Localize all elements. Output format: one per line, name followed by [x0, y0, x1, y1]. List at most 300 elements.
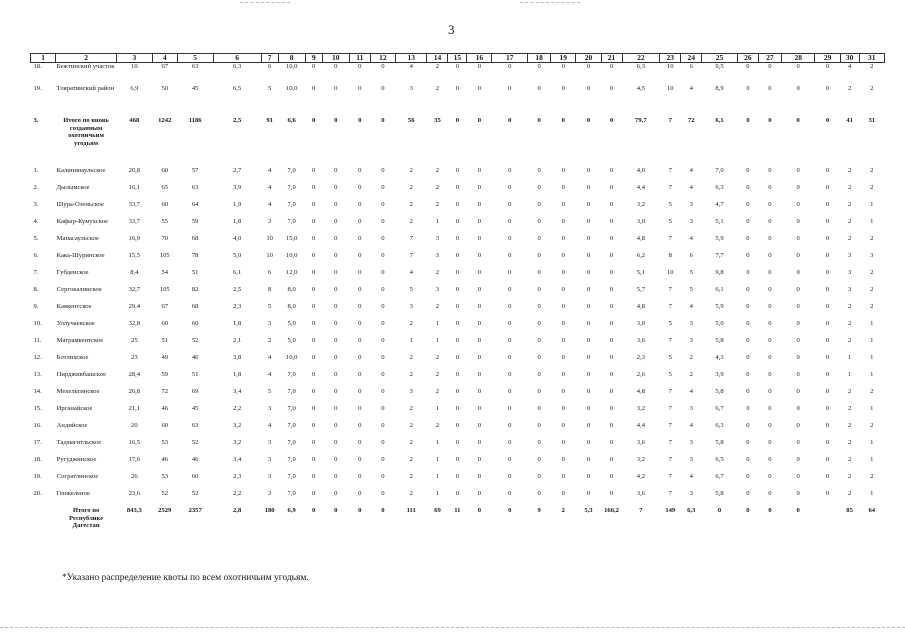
table-cell: 0 — [768, 235, 772, 242]
table-cell: 0 — [561, 201, 565, 208]
table-cell: 0 — [358, 269, 362, 276]
table-cell: 2 — [870, 63, 874, 70]
table-cell: 5 — [668, 371, 672, 378]
table-cell: 6,3 — [715, 184, 724, 191]
table-cell: 0 — [796, 371, 800, 378]
table-cell: 41 — [846, 117, 853, 124]
table-cell: 6,9 — [287, 507, 296, 514]
table-cell: 0 — [796, 354, 800, 361]
row-index: 19. — [33, 473, 42, 480]
table-cell: 4 — [267, 201, 272, 208]
table-cell: 0 — [312, 286, 316, 293]
table-cell: 0 — [455, 201, 459, 208]
table-cell: 0 — [358, 184, 362, 191]
row-index: 12. — [33, 354, 42, 361]
table-cell: 0 — [455, 85, 459, 92]
table-cell: 0 — [477, 63, 482, 70]
table-cell: 0 — [796, 422, 800, 429]
table-cell: 0 — [586, 371, 591, 378]
table-cell: 7,0 — [287, 456, 296, 463]
table-cell: 52 — [161, 490, 169, 497]
column-header: 24 — [681, 54, 702, 63]
table-row — [31, 388, 885, 405]
table-cell: 16,5 — [128, 439, 141, 446]
table-cell: 1,8 — [233, 371, 242, 378]
column-header: 21 — [601, 54, 622, 63]
table-cell: 82 — [191, 286, 199, 293]
table-cell: 1 — [435, 405, 440, 412]
table-cell: 0 — [796, 439, 800, 446]
table-cell: 3,2 — [233, 439, 242, 446]
table-cell: 2 — [409, 422, 413, 429]
table-cell: 3,6 — [636, 439, 646, 446]
table-cell: 0 — [477, 269, 482, 276]
table-cell: 0 — [455, 320, 459, 327]
table-cell: 0 — [746, 167, 750, 174]
table-cell: 2 — [409, 354, 413, 361]
table-cell: 0 — [477, 286, 482, 293]
table-cell: 0 — [334, 235, 338, 242]
table-cell: 5,7 — [636, 286, 646, 293]
table-cell: 3 — [689, 218, 693, 225]
table-cell: 3,0 — [636, 320, 646, 327]
table-cell: 0 — [477, 303, 482, 310]
table-cell: 0 — [586, 456, 591, 463]
table-cell: 0 — [586, 286, 591, 293]
table-cell: 2,1 — [233, 337, 242, 344]
table-cell: 3,9 — [233, 184, 242, 191]
table-cell: 0 — [477, 439, 482, 446]
table-cell: 0 — [796, 473, 800, 480]
table-cell: 0 — [586, 354, 591, 361]
table-cell: 0 — [609, 473, 614, 480]
table-cell: 0 — [825, 320, 830, 327]
table-cell: 0 — [537, 167, 541, 174]
table-cell: 0 — [796, 320, 800, 327]
table-cell: 0 — [358, 235, 362, 242]
table-cell: 0 — [586, 337, 591, 344]
footnote: *Указано распределение квоты по всем охотничьим угодьям. — [62, 573, 309, 583]
table-cell: 0 — [358, 439, 362, 446]
table-cell: 0 — [508, 286, 512, 293]
table-cell: 0 — [746, 85, 750, 92]
table-cell: 0 — [477, 218, 482, 225]
table-cell: 7 — [668, 422, 672, 429]
table-cell: 0 — [768, 354, 772, 361]
table-cell: 68 — [191, 303, 199, 310]
table-cell: 7,7 — [715, 252, 724, 259]
table-cell: 3 — [267, 218, 272, 225]
table-cell: 0 — [477, 388, 482, 395]
table-cell: 0 — [768, 85, 772, 92]
table-cell: 0 — [825, 85, 830, 92]
table-cell: 7,0 — [287, 439, 296, 446]
table-cell: 0 — [609, 63, 614, 70]
table-cell: 0 — [334, 201, 338, 208]
table-cell: 0 — [358, 63, 362, 70]
table-cell: 7 — [668, 439, 672, 446]
table-cell: 7 — [668, 388, 672, 395]
table-cell: 1 — [847, 371, 852, 378]
table-cell: 7 — [668, 405, 672, 412]
table-cell: 0 — [746, 286, 750, 293]
table-row — [31, 303, 885, 320]
table-cell: 0 — [455, 286, 459, 293]
column-header: 13 — [395, 54, 426, 63]
table-cell: 0 — [312, 456, 316, 463]
table-cell: 0 — [796, 85, 800, 92]
table-cell: 0 — [609, 117, 614, 124]
table-cell: 6,3 — [715, 422, 724, 429]
table-cell: 51 — [161, 337, 169, 344]
table-cell: 0 — [455, 354, 459, 361]
hunting-ground-name: Мехельтинское — [56, 388, 100, 395]
table-cell: 0 — [586, 235, 591, 242]
row-index: 7. — [33, 269, 39, 276]
table-cell: 2 — [435, 354, 440, 361]
table-cell: 10,0 — [285, 85, 298, 92]
table-cell: 3 — [435, 286, 440, 293]
column-header: 25 — [702, 54, 738, 63]
table-cell: 68 — [191, 235, 199, 242]
table-cell: 0 — [477, 117, 482, 124]
column-header: 1 — [31, 54, 56, 63]
table-cell: 5,0 — [715, 320, 724, 327]
table-cell: 2,7 — [233, 167, 242, 174]
table-cell: 2 — [409, 405, 413, 412]
table-cell: 59 — [161, 371, 169, 378]
table-cell: 0 — [586, 473, 591, 480]
table-cell: 7 — [668, 456, 672, 463]
table-cell: 0 — [796, 303, 800, 310]
table-cell: 0 — [477, 252, 482, 259]
table-cell: 0 — [537, 337, 541, 344]
table-cell: 0 — [537, 85, 541, 92]
table-cell: 0 — [381, 405, 385, 412]
table-cell: 1 — [847, 354, 852, 361]
table-cell: 10,0 — [285, 63, 298, 70]
row-index: 4. — [33, 218, 39, 225]
table-cell: 0 — [358, 490, 362, 497]
table-cell: 10 — [666, 269, 674, 276]
table-cell: 3,4 — [233, 388, 242, 395]
table-cell: 2 — [847, 456, 852, 463]
table-cell: 15,0 — [285, 235, 298, 242]
table-cell: 2 — [409, 184, 413, 191]
table-cell: 2 — [435, 184, 440, 191]
table-cell: 0 — [455, 473, 459, 480]
table-cell: 0 — [825, 456, 830, 463]
table-cell: 3,2 — [233, 422, 242, 429]
table-cell: 64 — [868, 507, 876, 514]
table-cell: 3 — [267, 490, 272, 497]
table-cell: 53 — [161, 473, 169, 480]
table-cell: 1 — [435, 218, 440, 225]
table-cell: 3,2 — [636, 456, 646, 463]
table-cell: 0 — [508, 507, 512, 514]
table-cell: 2,5 — [233, 117, 242, 124]
table-cell: 20,8 — [128, 167, 141, 174]
table-cell: 0 — [381, 456, 385, 463]
table-cell: 63 — [191, 63, 199, 70]
table-cell: 0 — [537, 184, 541, 191]
table-cell: 0 — [796, 269, 800, 276]
table-cell: 0 — [825, 167, 830, 174]
table-cell: 0 — [746, 456, 750, 463]
table-cell: 0 — [508, 303, 512, 310]
table-cell: 0 — [477, 235, 482, 242]
table-cell: 2 — [847, 85, 852, 92]
table-cell: 0 — [768, 388, 772, 395]
table-cell: 0 — [796, 167, 800, 174]
table-cell: 0 — [508, 85, 512, 92]
row-index: 18. — [33, 456, 42, 463]
table-cell: 3 — [689, 490, 693, 497]
table-cell: 4,0 — [233, 235, 242, 242]
table-cell: 8,9 — [715, 85, 724, 92]
table-cell: 0 — [312, 218, 316, 225]
table-cell: 63 — [191, 422, 199, 429]
table-row — [31, 422, 885, 439]
table-cell: 0 — [312, 507, 316, 514]
table-cell: 0 — [609, 235, 614, 242]
table-cell: 0 — [312, 117, 316, 124]
table-cell: 0 — [537, 286, 541, 293]
table-cell: 0 — [768, 269, 772, 276]
table-cell: 0 — [796, 388, 800, 395]
table-cell: 0 — [768, 184, 772, 191]
table-cell: 67 — [161, 63, 169, 70]
table-cell: 0 — [358, 422, 362, 429]
table-cell: 0 — [609, 269, 614, 276]
table-cell: 7 — [668, 337, 672, 344]
table-cell: 9 — [537, 507, 541, 514]
table-cell: 0 — [609, 184, 614, 191]
table-cell: 0 — [381, 201, 385, 208]
table-cell: 3 — [409, 85, 413, 92]
table-cell: 0 — [537, 252, 541, 259]
table-cell: 51 — [191, 371, 199, 378]
hunting-ground-name: Шура-Озеньское — [56, 201, 104, 208]
table-cell: 0 — [455, 184, 459, 191]
table-cell: 6,3 — [636, 63, 646, 70]
table-cell: 0 — [455, 303, 459, 310]
row-index: 20. — [33, 490, 42, 497]
table-cell: 3,8 — [233, 354, 242, 361]
hunting-ground-name: Итого по Республике Дагестан — [69, 507, 104, 530]
table-cell: 0 — [796, 507, 800, 514]
table-cell: 2 — [847, 184, 852, 191]
table-cell: 2 — [435, 201, 440, 208]
table-cell: 0 — [358, 85, 362, 92]
table-cell: 5,3 — [584, 507, 593, 514]
table-cell: 23,6 — [128, 490, 141, 497]
table-cell: 0 — [334, 388, 338, 395]
table-cell: 0 — [455, 337, 459, 344]
table-cell: 0 — [561, 117, 565, 124]
table-cell: 0 — [768, 167, 772, 174]
table-cell: 3 — [267, 405, 272, 412]
table-cell: 6,5 — [233, 85, 242, 92]
table-cell: 0 — [768, 218, 772, 225]
table-cell: 1 — [435, 473, 440, 480]
table-cell: 2 — [435, 371, 440, 378]
row-index: 11. — [33, 337, 42, 344]
table-cell: 0 — [455, 235, 459, 242]
table-cell: 0 — [381, 235, 385, 242]
table-cell: 63 — [191, 184, 199, 191]
table-cell: 0 — [508, 167, 512, 174]
column-header: 9 — [305, 54, 322, 63]
table-cell: 0 — [537, 117, 541, 124]
table-cell: 0 — [609, 201, 614, 208]
table-cell: 0 — [477, 167, 482, 174]
table-cell: 45 — [191, 405, 199, 412]
row-index: 14. — [33, 388, 42, 395]
table-cell: 0 — [561, 388, 565, 395]
table-cell: 0 — [477, 354, 482, 361]
table-cell: 0 — [609, 388, 614, 395]
table-cell: 0 — [825, 286, 830, 293]
table-cell: 4,8 — [636, 235, 646, 242]
table-cell: 0 — [561, 286, 565, 293]
table-cell: 4,8 — [636, 303, 646, 310]
table-cell: 6,7 — [715, 473, 724, 480]
table-cell: 72 — [687, 117, 695, 124]
table-cell: 0 — [746, 337, 750, 344]
table-cell: 4 — [267, 354, 272, 361]
table-cell: 4 — [409, 63, 413, 70]
table-cell: 69 — [191, 388, 199, 395]
table-cell: 12,0 — [285, 269, 298, 276]
table-cell: 0 — [477, 473, 482, 480]
table-cell: 0 — [312, 320, 316, 327]
row-index: 18. — [33, 63, 42, 70]
table-cell: 0 — [477, 201, 482, 208]
table-cell: 0 — [825, 184, 830, 191]
table-cell: 2 — [409, 490, 413, 497]
table-cell: 0 — [358, 252, 362, 259]
column-header: 2 — [56, 54, 117, 63]
row-index: 15. — [33, 405, 42, 412]
table-cell: 0 — [796, 286, 800, 293]
row-index: 3. — [33, 201, 39, 208]
table-cell: 0 — [825, 337, 830, 344]
table-cell: 0 — [746, 490, 750, 497]
table-cell: 6 — [267, 63, 272, 70]
table-cell: 0 — [796, 337, 800, 344]
table-cell: 10 — [666, 85, 674, 92]
table-cell: 4 — [689, 388, 693, 395]
table-cell: 5 — [668, 354, 672, 361]
table-cell: 4,4 — [636, 184, 646, 191]
table-cell: 0 — [508, 252, 512, 259]
table-cell: 2 — [870, 235, 874, 242]
table-cell: 2 — [870, 184, 874, 191]
table-cell: 21,1 — [128, 405, 141, 412]
table-cell: 0 — [609, 439, 614, 446]
table-cell: 4,0 — [636, 167, 646, 174]
table-cell: 10,0 — [285, 252, 298, 259]
table-cell: 0 — [746, 439, 750, 446]
table-cell: 0 — [825, 473, 830, 480]
table-cell: 29,4 — [128, 303, 141, 310]
table-cell: 4 — [689, 473, 693, 480]
hunting-ground-name: Ботлихское — [56, 354, 89, 361]
table-cell: 6,2 — [636, 252, 646, 259]
table-cell: 0 — [334, 286, 338, 293]
table-cell: 0 — [768, 405, 772, 412]
table-cell: 72 — [161, 388, 169, 395]
table-cell: 0 — [381, 184, 385, 191]
table-cell: 2 — [409, 371, 413, 378]
table-cell: 0 — [796, 456, 800, 463]
table-cell: 0 — [312, 405, 316, 412]
table-cell: 0 — [508, 405, 512, 412]
table-cell: 0 — [455, 117, 459, 124]
table-cell: 3 — [435, 252, 440, 259]
table-cell: 20 — [131, 422, 138, 429]
table-cell: 0 — [455, 439, 459, 446]
table-cell: 0 — [746, 269, 750, 276]
hunting-ground-name: Калининаульское — [56, 167, 106, 174]
table-cell: 0 — [312, 252, 316, 259]
table-cell: 60 — [161, 167, 169, 174]
hunting-ground-name: Тадмагитльское — [56, 439, 102, 446]
table-cell: 0 — [381, 117, 385, 124]
column-header: 28 — [781, 54, 815, 63]
table-cell: 2529 — [158, 507, 172, 514]
table-cell: 6 — [267, 269, 272, 276]
table-cell: 0 — [358, 507, 362, 514]
table-cell: 2 — [870, 303, 874, 310]
table-cell: 0 — [508, 473, 512, 480]
table-cell: 2,2 — [233, 405, 242, 412]
table-cell: 0 — [508, 388, 512, 395]
hunting-ground-name: Итого по вновь созданным охотничьим угодьям — [63, 117, 109, 147]
table-cell: 0 — [796, 405, 800, 412]
table-cell: 0 — [768, 473, 772, 480]
table-cell: 0 — [561, 456, 565, 463]
table-cell: 59 — [191, 218, 199, 225]
table-cell: 0 — [358, 371, 362, 378]
table-cell: 67 — [161, 303, 169, 310]
column-header: 7 — [261, 54, 278, 63]
table-cell: 0 — [312, 269, 316, 276]
table-cell: 7 — [668, 117, 672, 124]
table-cell: 0 — [768, 337, 772, 344]
table-cell: 0 — [746, 507, 750, 514]
table-cell: 0 — [477, 320, 482, 327]
table-cell: 0 — [477, 405, 482, 412]
table-cell: 0 — [334, 320, 338, 327]
table-cell: 4 — [267, 184, 272, 191]
table-cell: 0 — [358, 218, 362, 225]
column-header: 4 — [152, 54, 177, 63]
table-row — [31, 184, 885, 201]
table-cell: 0 — [561, 371, 565, 378]
bottom-edge-mark — [0, 627, 905, 628]
table-cell: 0 — [825, 303, 830, 310]
table-cell: 0 — [334, 371, 338, 378]
table-cell: 3,0 — [636, 218, 646, 225]
table-cell: 60 — [161, 201, 169, 208]
table-cell: 2,8 — [233, 507, 242, 514]
table-cell: 0 — [825, 252, 830, 259]
table-cell: 2 — [409, 320, 413, 327]
column-header: 31 — [859, 54, 884, 63]
table-cell: 9,8 — [715, 269, 724, 276]
